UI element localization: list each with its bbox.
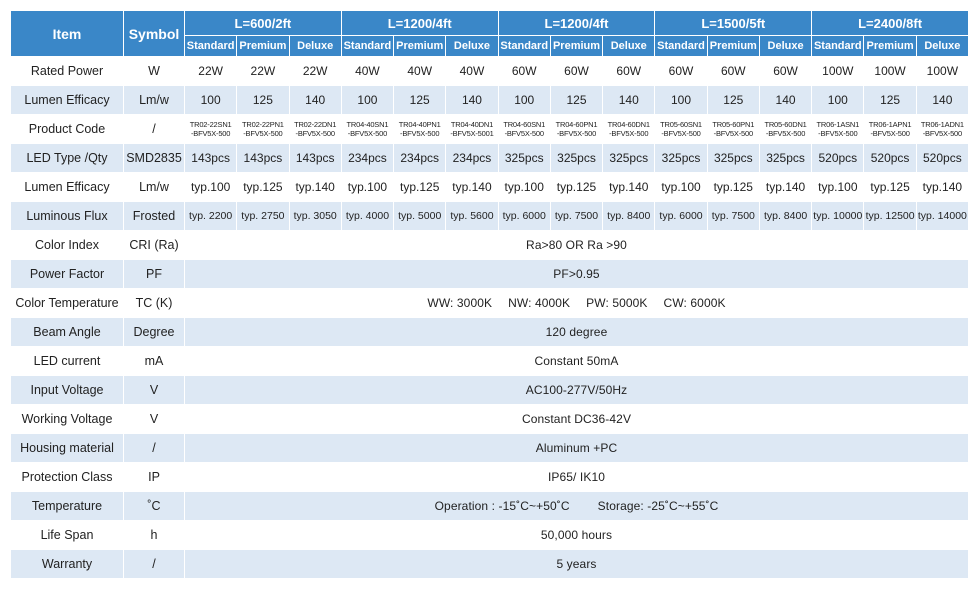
table-cell: 22W	[237, 57, 288, 85]
spanning-value: Aluminum +PC	[185, 434, 968, 462]
table-cell: typ.100	[342, 173, 393, 201]
table-cell: TR04-40SN1 -BFV5X-500	[342, 115, 393, 143]
table-cell: 22W	[290, 57, 341, 85]
row-symbol: /	[124, 434, 184, 462]
table-cell: typ.100	[499, 173, 550, 201]
table-cell: TR02-22PN1 -BFV5X-500	[237, 115, 288, 143]
spanning-value: Constant DC36-42V	[185, 405, 968, 433]
spanning-value: 120 degree	[185, 318, 968, 346]
table-cell: TR05-60PN1 -BFV5X-500	[708, 115, 759, 143]
spanning-value: IP65/ IK10	[185, 463, 968, 491]
length-header: L=1500/5ft	[655, 11, 811, 35]
row-symbol: Frosted	[124, 202, 184, 230]
table-cell: 234pcs	[446, 144, 497, 172]
grade-header: Standard	[499, 36, 550, 56]
table-cell: TR04-60SN1 -BFV5X-500	[499, 115, 550, 143]
row-label: Protection Class	[11, 463, 123, 491]
table-cell: typ.125	[864, 173, 915, 201]
value-part: WW: 3000K	[427, 296, 493, 310]
table-cell: 60W	[499, 57, 550, 85]
table-cell: typ.140	[917, 173, 968, 201]
grade-header: Standard	[342, 36, 393, 56]
table-cell: typ.140	[760, 173, 811, 201]
table-cell: typ. 2200	[185, 202, 236, 230]
working-voltage-row	[11, 405, 968, 433]
table-cell: typ.125	[394, 173, 445, 201]
row-symbol: W	[124, 57, 184, 85]
row-label: LED current	[11, 347, 123, 375]
table-cell: 143pcs	[290, 144, 341, 172]
table-cell: typ. 6000	[655, 202, 706, 230]
table-header	[11, 11, 968, 56]
length-header: L=1200/4ft	[499, 11, 655, 35]
table-cell: 325pcs	[655, 144, 706, 172]
luminous-flux-row	[11, 202, 968, 230]
table-cell: 125	[864, 86, 915, 114]
row-label: Lumen Efficacy	[11, 86, 123, 114]
spanning-value: AC100-277V/50Hz	[185, 376, 968, 404]
row-label: Luminous Flux	[11, 202, 123, 230]
spanning-value	[185, 492, 968, 520]
table-cell: 140	[290, 86, 341, 114]
power-factor-row	[11, 260, 968, 288]
table-cell: typ.140	[603, 173, 654, 201]
row-symbol: mA	[124, 347, 184, 375]
row-symbol: Lm/w	[124, 173, 184, 201]
length-header: L=600/2ft	[185, 11, 341, 35]
table-cell: 520pcs	[812, 144, 863, 172]
table-cell: typ.140	[446, 173, 497, 201]
table-cell: typ.125	[237, 173, 288, 201]
life-span-row	[11, 521, 968, 549]
value-part: CW: 6000K	[663, 296, 726, 310]
table-cell: 22W	[185, 57, 236, 85]
table-cell: 100	[655, 86, 706, 114]
table-cell: typ. 10000	[812, 202, 863, 230]
table-cell: 125	[394, 86, 445, 114]
table-cell: typ. 12500	[864, 202, 915, 230]
table-cell: 143pcs	[185, 144, 236, 172]
table-cell: TR02-22DN1 -BFV5X-500	[290, 115, 341, 143]
table-cell: TR06-1ADN1 -BFV5X-500	[917, 115, 968, 143]
table-cell: typ. 8400	[603, 202, 654, 230]
spec-table	[10, 10, 969, 579]
product-code-row	[11, 115, 968, 143]
row-symbol: Degree	[124, 318, 184, 346]
value-part: PW: 5000K	[586, 296, 648, 310]
row-label: Product Code	[11, 115, 123, 143]
table-cell: 100W	[864, 57, 915, 85]
row-label: Color Temperature	[11, 289, 123, 317]
table-cell: TR04-40DN1 -BFV5X-5001	[446, 115, 497, 143]
row-symbol: Lm/w	[124, 86, 184, 114]
grade-header: Premium	[708, 36, 759, 56]
table-cell: 325pcs	[708, 144, 759, 172]
table-cell: 325pcs	[603, 144, 654, 172]
table-cell: typ. 14000	[917, 202, 968, 230]
grade-header: Deluxe	[760, 36, 811, 56]
table-cell: typ. 2750	[237, 202, 288, 230]
table-cell: typ.100	[655, 173, 706, 201]
row-label: Power Factor	[11, 260, 123, 288]
row-label: Life Span	[11, 521, 123, 549]
row-symbol: CRI (Ra)	[124, 231, 184, 259]
table-cell: 140	[446, 86, 497, 114]
row-symbol: V	[124, 376, 184, 404]
protection-class-row	[11, 463, 968, 491]
value-part: Storage: -25˚C~+55˚C	[597, 499, 719, 513]
table-cell: 100W	[917, 57, 968, 85]
table-cell: 100	[812, 86, 863, 114]
lumen-efficacy-row	[11, 86, 968, 114]
row-label: Beam Angle	[11, 318, 123, 346]
grade-header: Deluxe	[446, 36, 497, 56]
spanning-value: Ra>80 OR Ra >90	[185, 231, 968, 259]
grade-header: Deluxe	[917, 36, 968, 56]
spanning-value: PF>0.95	[185, 260, 968, 288]
grade-header: Premium	[551, 36, 602, 56]
table-cell: 234pcs	[342, 144, 393, 172]
table-cell: TR04-60PN1 -BFV5X-500	[551, 115, 602, 143]
warranty-row	[11, 550, 968, 578]
row-label: Working Voltage	[11, 405, 123, 433]
table-cell: typ.140	[290, 173, 341, 201]
table-cell: TR06-1ASN1 -BFV5X-500	[812, 115, 863, 143]
row-label: Housing material	[11, 434, 123, 462]
row-label: Color Index	[11, 231, 123, 259]
spanning-value: 5 years	[185, 550, 968, 578]
table-cell: TR05-60SN1 -BFV5X-500	[655, 115, 706, 143]
table-cell: 140	[917, 86, 968, 114]
grade-header: Premium	[864, 36, 915, 56]
row-label: LED Type /Qty	[11, 144, 123, 172]
item-header: Item	[11, 11, 123, 56]
table-cell: 520pcs	[917, 144, 968, 172]
housing-material-row	[11, 434, 968, 462]
table-cell: 40W	[394, 57, 445, 85]
color-index-row	[11, 231, 968, 259]
table-cell: 60W	[708, 57, 759, 85]
led-type-row	[11, 144, 968, 172]
value-part: NW: 4000K	[508, 296, 571, 310]
header-row-lengths	[11, 11, 968, 35]
table-cell: 234pcs	[394, 144, 445, 172]
table-cell: typ.100	[812, 173, 863, 201]
row-symbol: PF	[124, 260, 184, 288]
led-current-row	[11, 347, 968, 375]
row-label: Rated Power	[11, 57, 123, 85]
spanning-value: Constant 50mA	[185, 347, 968, 375]
length-header: L=1200/4ft	[342, 11, 498, 35]
spanning-value: 50,000 hours	[185, 521, 968, 549]
grade-header: Standard	[655, 36, 706, 56]
row-label: Temperature	[11, 492, 123, 520]
table-cell: 325pcs	[551, 144, 602, 172]
table-cell: 60W	[655, 57, 706, 85]
table-cell: typ. 5000	[394, 202, 445, 230]
grade-header: Deluxe	[290, 36, 341, 56]
table-cell: 40W	[342, 57, 393, 85]
input-voltage-row	[11, 376, 968, 404]
table-cell: 520pcs	[864, 144, 915, 172]
table-cell: 125	[708, 86, 759, 114]
table-cell: 140	[603, 86, 654, 114]
table-cell: typ. 7500	[708, 202, 759, 230]
grade-header: Premium	[237, 36, 288, 56]
row-symbol: V	[124, 405, 184, 433]
row-symbol: TC (K)	[124, 289, 184, 317]
table-cell: 125	[237, 86, 288, 114]
table-cell: 60W	[551, 57, 602, 85]
beam-angle-row	[11, 318, 968, 346]
lumen-efficacy-typ-row	[11, 173, 968, 201]
row-label: Lumen Efficacy	[11, 173, 123, 201]
row-label: Warranty	[11, 550, 123, 578]
table-cell: TR05-60DN1 -BFV5X-500	[760, 115, 811, 143]
grade-header: Standard	[185, 36, 236, 56]
temperature-row	[11, 492, 968, 520]
table-cell: 325pcs	[499, 144, 550, 172]
table-cell: 100	[185, 86, 236, 114]
grade-header: Standard	[812, 36, 863, 56]
table-cell: typ.125	[551, 173, 602, 201]
table-cell: typ.125	[708, 173, 759, 201]
table-cell: typ. 7500	[551, 202, 602, 230]
spanning-value	[185, 289, 968, 317]
color-temperature-row	[11, 289, 968, 317]
table-cell: typ. 5600	[446, 202, 497, 230]
table-cell: typ.100	[185, 173, 236, 201]
table-cell: 60W	[603, 57, 654, 85]
table-cell: TR04-60DN1 -BFV5X-500	[603, 115, 654, 143]
table-cell: 100W	[812, 57, 863, 85]
symbol-header: Symbol	[124, 11, 184, 56]
table-cell: 140	[760, 86, 811, 114]
table-cell: 60W	[760, 57, 811, 85]
row-label: Input Voltage	[11, 376, 123, 404]
row-symbol: ˚C	[124, 492, 184, 520]
row-symbol: SMD2835	[124, 144, 184, 172]
table-cell: typ. 3050	[290, 202, 341, 230]
row-symbol: /	[124, 115, 184, 143]
table-cell: 100	[499, 86, 550, 114]
grade-header: Deluxe	[603, 36, 654, 56]
table-cell: 325pcs	[760, 144, 811, 172]
table-cell: TR04-40PN1 -BFV5X-500	[394, 115, 445, 143]
table-cell: typ. 6000	[499, 202, 550, 230]
rated-power-row	[11, 57, 968, 85]
table-cell: typ. 4000	[342, 202, 393, 230]
table-cell: typ. 8400	[760, 202, 811, 230]
row-symbol: /	[124, 550, 184, 578]
grade-header: Premium	[394, 36, 445, 56]
table-cell: 40W	[446, 57, 497, 85]
value-part: Operation : -15˚C~+50˚C	[434, 499, 570, 513]
length-header: L=2400/8ft	[812, 11, 968, 35]
table-cell: TR06-1APN1 -BFV5X-500	[864, 115, 915, 143]
table-cell: 100	[342, 86, 393, 114]
row-symbol: h	[124, 521, 184, 549]
table-cell: 125	[551, 86, 602, 114]
table-cell: 143pcs	[237, 144, 288, 172]
table-cell: TR02-22SN1 -BFV5X-500	[185, 115, 236, 143]
table-body	[11, 57, 968, 578]
row-symbol: IP	[124, 463, 184, 491]
